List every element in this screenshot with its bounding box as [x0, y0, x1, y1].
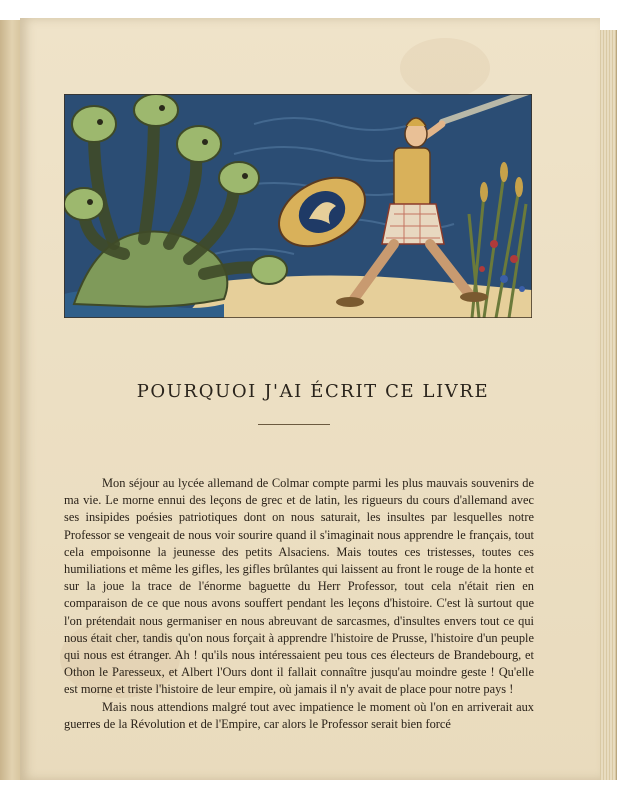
paragraph: Mon séjour au lycée allemand de Colmar compte parmi les plus mauvais souvenirs de ma vie. Le morne ennui des leçons de grec et de latin, les rigueurs du cours d'allemand avec ses insipides poésies patriotiques dont on nous saturait, les insultes par lesquelles notre Professor se vengeait de nous voir sourire quand il s'imaginait nous apprendre le français, tout cela empoisonne la jeunesse des petits Alsaciens. Mais toutes ces tristesses, toutes ces humiliations et même les gifles, les gifles brûlantes qui laissent au front le rouge de la honte et sur la joue la trace de l'énorme baguette du Herr Professor, tout cela n'était rien en comparaison de ce que nous avons souffert pendant les leçons d'histoire. C'est là surtout que l'on prétendait nous germaniser en nous abreuvant de sarcasmes, d'insultes envers tout ce qui nous était cher, tandis qu'on nous forçait à apprendre l'histoire de Prusse, l'histoire d'un peuple qui nous est étranger. Ah ! qu'ils nous intéressaient peu tous ces électeurs de Brandebourg, et Othon le Paresseux, et Albert l'Ours dont il fallait connaître jusqu'au moindre geste ! Qu'elle est morne et triste l'histoire de leur empire, où jamais il n'y avait de place pour notre pays !: [64, 476, 534, 697]
chapter-title: POURQUOI J'AI ÉCRIT CE LIVRE: [136, 381, 490, 402]
hydra-warrior-illustration: [64, 94, 532, 318]
paper-stain: [400, 38, 490, 98]
book-spine: [0, 20, 21, 780]
paragraph: Mais nous attendions malgré tout avec impatience le moment où l'on en arriverait aux guerres de la Révolution et de l'Empire, car alors le Professor serait bien forcé: [64, 699, 534, 731]
page-edges: [598, 30, 617, 780]
title-divider: [258, 424, 330, 425]
body-text: [64, 475, 534, 733]
